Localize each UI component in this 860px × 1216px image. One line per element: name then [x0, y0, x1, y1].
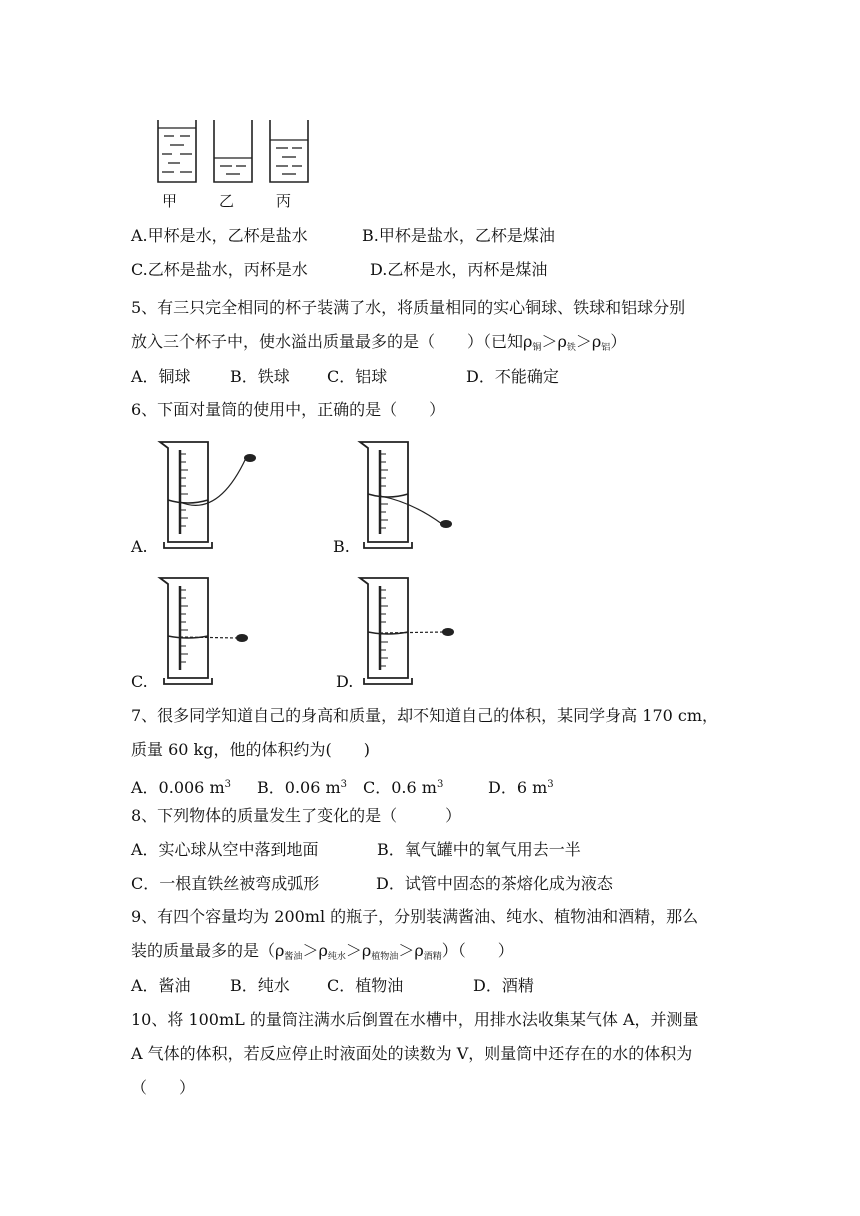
q9-line-2: 装的质量最多的是$(\rho_{酱油}>\rho_{纯水}>\rho_{植物油}>\rho_{酒精})$（ ） — [131, 941, 514, 962]
q10-line-2: A 气体的体积，若反应停止时液面处的读数为 V，则量筒中还存在的水的体积为 — [131, 1044, 693, 1063]
q4-option-c: C.乙杯是盐水，丙杯是水 — [131, 260, 308, 279]
q10-line-1: 10、将 100mL 的量筒注满水后倒置在水槽中，用排水法收集某气体 A，并测量 — [131, 1010, 699, 1029]
q8-option-a: A．实心球从空中落到地面 — [131, 840, 319, 859]
q7-option-b: B．0.06 $m^3$ — [257, 778, 348, 797]
cylinder-figure-b — [350, 438, 470, 556]
q8-question: 8、下列物体的质量发生了变化的是（ ） — [131, 806, 462, 825]
cylinder-figure-c — [150, 574, 270, 692]
q9-option-a: A．酱油 — [131, 976, 191, 995]
beaker-label-bing: 丙 — [276, 192, 292, 210]
q6-label-c: C. — [131, 672, 148, 691]
q9-option-c: C．植物油 — [327, 976, 404, 995]
beaker-bing — [270, 120, 308, 182]
q10-line-3: （ ） — [131, 1078, 196, 1097]
q7-option-c: C．0.6 $m^3$ — [363, 778, 444, 797]
q9-option-d: D．酒精 — [473, 976, 534, 995]
q9-line-1: 9、有四个容量均为 200ml 的瓶子，分别装满酱油、纯水、植物油和酒精，那么 — [131, 907, 699, 926]
cylinder-figure-d — [350, 574, 470, 692]
q6-question: 6、下面对量筒的使用中，正确的是（ ） — [131, 400, 446, 419]
q5-option-c: C．铝球 — [327, 367, 388, 386]
q5-option-a: A．铜球 — [131, 367, 191, 386]
q5-line-1: 5、有三只完全相同的杯子装满了水，将质量相同的实心铜球、铁球和铝球分别 — [131, 298, 686, 317]
q8-option-b: B．氧气罐中的氧气用去一半 — [377, 840, 581, 859]
q5-line-2: 放入三个杯子中，使水溢出质量最多的是（ ）（已知$\rho_铜>\rho_铁>\rho_铝$） — [131, 332, 627, 353]
beaker-yi — [214, 120, 252, 182]
q6-label-a: A. — [131, 537, 148, 556]
beaker-label-jia: 甲 — [162, 192, 178, 210]
q7-option-a: A．0.006 $m^3$ — [131, 778, 231, 797]
beaker-jia — [158, 120, 196, 182]
q5-option-b: B．铁球 — [230, 367, 290, 386]
beaker-label-yi: 乙 — [219, 192, 235, 210]
beakers-figure — [150, 118, 320, 184]
q9-option-b: B．纯水 — [230, 976, 290, 995]
q7-line-2: 质量 60 kg，他的体积约为( ) — [131, 740, 370, 759]
q7-line-1: 7、很多同学知道自己的身高和质量，却不知道自己的体积，某同学身高 170 cm， — [131, 706, 719, 725]
q8-option-d: D．试管中固态的茶熔化成为液态 — [376, 874, 613, 893]
q7-option-d: D．6 $m^3$ — [488, 778, 554, 797]
cylinder-figure-a — [150, 438, 270, 556]
q4-option-d: D.乙杯是水，丙杯是煤油 — [370, 260, 548, 279]
q8-option-c: C．一根直铁丝被弯成弧形 — [131, 874, 320, 893]
q6-label-d: D. — [336, 672, 354, 691]
q4-option-b: B.甲杯是盐水，乙杯是煤油 — [362, 226, 555, 245]
q4-option-a: A.甲杯是水，乙杯是盐水 — [131, 226, 308, 245]
q5-option-d: D．不能确定 — [466, 367, 559, 386]
q6-label-b: B. — [333, 537, 350, 556]
